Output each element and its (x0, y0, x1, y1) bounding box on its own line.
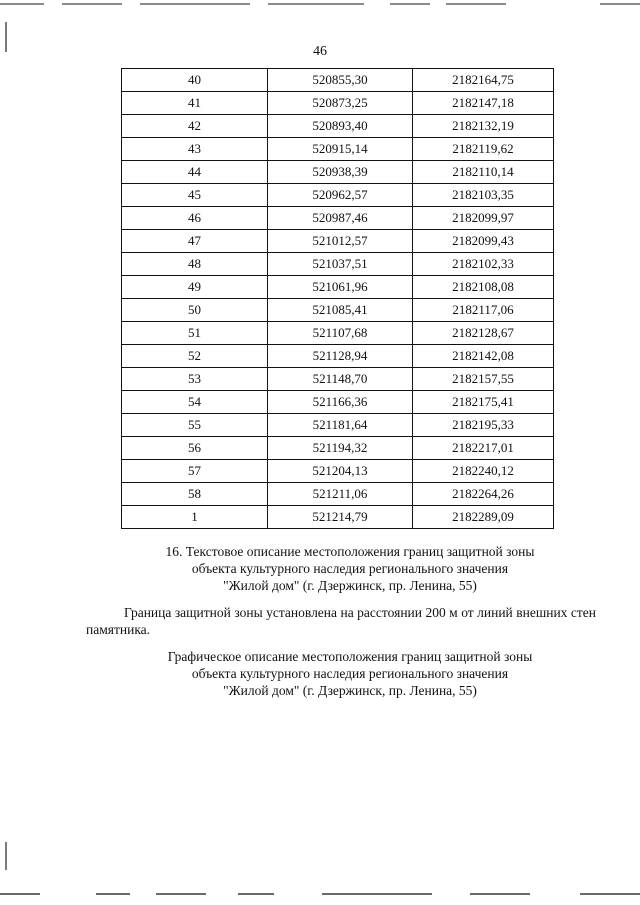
x-coordinate-cell: 520987,46 (268, 207, 413, 230)
point-number-cell: 55 (122, 414, 268, 437)
point-number-cell: 50 (122, 299, 268, 322)
y-coordinate-cell: 2182099,43 (413, 230, 554, 253)
point-number-cell: 45 (122, 184, 268, 207)
y-coordinate-cell: 2182103,35 (413, 184, 554, 207)
graphic-description-heading (90, 648, 610, 699)
point-number-cell: 42 (122, 115, 268, 138)
x-coordinate-cell: 520915,14 (268, 138, 413, 161)
point-number-cell: 58 (122, 483, 268, 506)
point-number-cell: 1 (122, 506, 268, 529)
page-number: 46 (313, 44, 327, 59)
coordinates-table (121, 68, 554, 529)
section-heading-line: объекта культурного наследия регионального значения (191, 561, 509, 576)
point-number-cell: 49 (122, 276, 268, 299)
table-row (122, 276, 554, 299)
y-coordinate-cell: 2182195,33 (413, 414, 554, 437)
x-coordinate-cell: 520893,40 (268, 115, 413, 138)
table-row (122, 207, 554, 230)
point-number-cell: 46 (122, 207, 268, 230)
section-heading-line: 16. Текстовое описание местоположения границ защитной зоны (165, 544, 535, 559)
point-number-cell: 47 (122, 230, 268, 253)
y-coordinate-cell: 2182128,67 (413, 322, 554, 345)
table-row (122, 437, 554, 460)
table-row (122, 322, 554, 345)
x-coordinate-cell: 521214,79 (268, 506, 413, 529)
x-coordinate-cell: 520873,25 (268, 92, 413, 115)
x-coordinate-cell: 521012,57 (268, 230, 413, 253)
body-paragraph (86, 604, 596, 638)
table-row (122, 161, 554, 184)
table-row (122, 483, 554, 506)
x-coordinate-cell: 521204,13 (268, 460, 413, 483)
x-coordinate-cell: 521148,70 (268, 368, 413, 391)
x-coordinate-cell: 521181,64 (268, 414, 413, 437)
table-row (122, 368, 554, 391)
table-row (122, 299, 554, 322)
table-row (122, 138, 554, 161)
y-coordinate-cell: 2182108,08 (413, 276, 554, 299)
y-coordinate-cell: 2182119,62 (413, 138, 554, 161)
x-coordinate-cell: 520962,57 (268, 184, 413, 207)
point-number-cell: 52 (122, 345, 268, 368)
section-heading (90, 543, 610, 594)
x-coordinate-cell: 521085,41 (268, 299, 413, 322)
table-row (122, 414, 554, 437)
table-row (122, 92, 554, 115)
graphic-heading-line: объекта культурного наследия регионального значения (191, 666, 509, 681)
x-coordinate-cell: 521211,06 (268, 483, 413, 506)
coordinates-table-body (122, 69, 554, 529)
y-coordinate-cell: 2182164,75 (413, 69, 554, 92)
table-row (122, 391, 554, 414)
y-coordinate-cell: 2182264,26 (413, 483, 554, 506)
point-number-cell: 44 (122, 161, 268, 184)
x-coordinate-cell: 520855,30 (268, 69, 413, 92)
table-row (122, 184, 554, 207)
table-row (122, 506, 554, 529)
point-number-cell: 53 (122, 368, 268, 391)
y-coordinate-cell: 2182142,08 (413, 345, 554, 368)
x-coordinate-cell: 521128,94 (268, 345, 413, 368)
y-coordinate-cell: 2182099,97 (413, 207, 554, 230)
y-coordinate-cell: 2182157,55 (413, 368, 554, 391)
y-coordinate-cell: 2182117,06 (413, 299, 554, 322)
y-coordinate-cell: 2182102,33 (413, 253, 554, 276)
y-coordinate-cell: 2182132,19 (413, 115, 554, 138)
y-coordinate-cell: 2182175,41 (413, 391, 554, 414)
body-paragraph-text: Граница защитной зоны установлена на расстоянии 200 м от линий внешних стен памятника. (86, 605, 596, 637)
point-number-cell: 56 (122, 437, 268, 460)
table-row (122, 69, 554, 92)
scan-margin-mark (5, 842, 7, 870)
graphic-heading-line: "Жилой дом" (г. Дзержинск, пр. Ленина, 55) (223, 683, 477, 698)
point-number-cell: 51 (122, 322, 268, 345)
table-row (122, 230, 554, 253)
section-heading-line: "Жилой дом" (г. Дзержинск, пр. Ленина, 55) (223, 578, 477, 593)
graphic-heading-line: Графическое описание местоположения границ защитной зоны (167, 649, 533, 664)
point-number-cell: 43 (122, 138, 268, 161)
table-row (122, 460, 554, 483)
point-number-cell: 48 (122, 253, 268, 276)
x-coordinate-cell: 521061,96 (268, 276, 413, 299)
y-coordinate-cell: 2182240,12 (413, 460, 554, 483)
y-coordinate-cell: 2182110,14 (413, 161, 554, 184)
x-coordinate-cell: 521166,36 (268, 391, 413, 414)
x-coordinate-cell: 521107,68 (268, 322, 413, 345)
scan-edge-bottom (0, 893, 640, 897)
point-number-cell: 57 (122, 460, 268, 483)
x-coordinate-cell: 521037,51 (268, 253, 413, 276)
point-number-cell: 40 (122, 69, 268, 92)
y-coordinate-cell: 2182217,01 (413, 437, 554, 460)
table-row (122, 115, 554, 138)
point-number-cell: 54 (122, 391, 268, 414)
y-coordinate-cell: 2182147,18 (413, 92, 554, 115)
y-coordinate-cell: 2182289,09 (413, 506, 554, 529)
x-coordinate-cell: 521194,32 (268, 437, 413, 460)
scan-edge-top (0, 3, 640, 6)
table-row (122, 345, 554, 368)
table-row (122, 253, 554, 276)
x-coordinate-cell: 520938,39 (268, 161, 413, 184)
point-number-cell: 41 (122, 92, 268, 115)
